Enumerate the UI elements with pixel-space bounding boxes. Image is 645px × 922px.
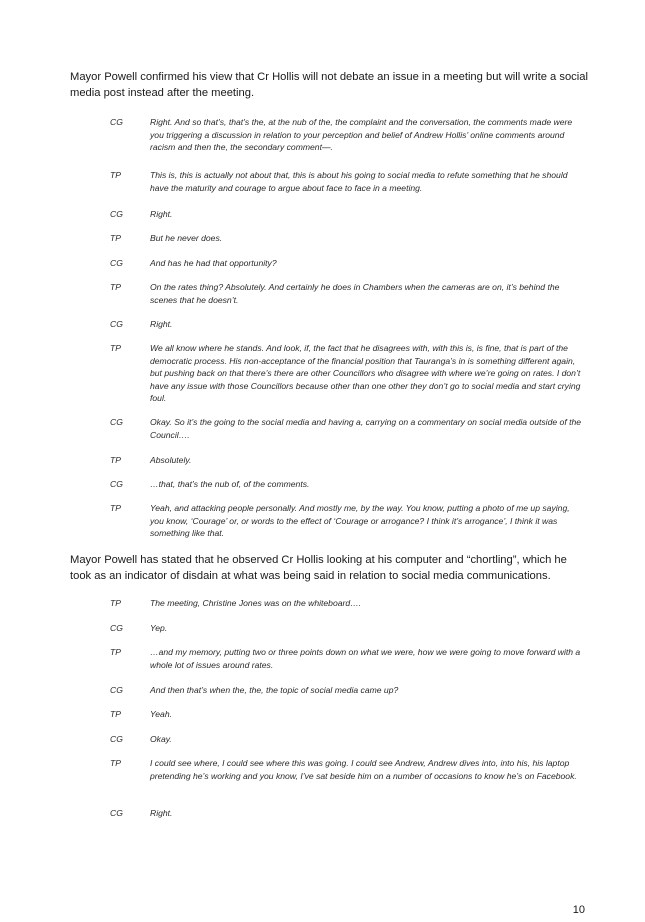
transcript-entry [110,232,585,245]
utterance: Yeah. [150,709,172,719]
utterance: Okay. So it’s the going to the social media and having a, carrying on a commentary on social media outside of the Council…. [150,417,582,440]
speaker-label: TP [110,343,121,353]
utterance: We all know where he stands. And look, if, the fact that he disagrees with, with this is, is fine, that is part of the democratic process. His non-acceptance of the financial position that Tauranga’s in is something different again, but pushing back on that there’s there are other Councillors who disagree with where we’re going on rates. I don’t have any issue with those Councillors because other than one other they don’t go to social media and start crying foul. [150,343,581,404]
utterance: This is, this is actually not about that, this is about his going to social media to refute something that he should have the maturity and courage to argue about face to face in a meeting. [150,170,568,193]
speaker-label: CG [110,209,123,219]
utterance: Absolutely. [150,455,192,465]
speaker-label: TP [110,758,121,768]
transcript-entry [110,646,585,671]
speaker-label: CG [110,417,123,427]
transcript-entry [110,257,585,270]
transcript-entry [110,318,585,331]
transcript-entry [110,733,585,746]
utterance: Right. [150,808,173,818]
speaker-label: TP [110,503,121,513]
utterance: But he never does. [150,233,223,243]
utterance: Right. And so that’s, that’s the, at the nub of the, the complaint and the conversation, the comments made were you triggering a discussion in relation to your perception and belief of Andrew Hollis’ online comments around racism and then the, the secondary comment—. [150,117,573,153]
speaker-label: CG [110,808,123,818]
utterance: Okay. [150,734,172,744]
utterance: Yep. [150,623,168,633]
transcript-entry [110,116,585,154]
utterance: On the rates thing? Absolutely. And certainly he does in Chambers when the cameras are on, it’s behind the scenes that he doesn’t. [150,282,560,305]
page-number: 10 [572,904,585,916]
transcript-entry [110,478,585,491]
transcript-entry [110,169,585,194]
speaker-label: CG [110,685,123,695]
speaker-label: TP [110,598,121,608]
utterance: Right. [150,319,173,329]
speaker-label: CG [110,117,123,127]
transcript-entry [110,597,585,610]
utterance: The meeting, Christine Jones was on the whiteboard…. [150,598,362,608]
transcript-entry [110,416,585,441]
transcript-entry [110,502,585,540]
speaker-label: CG [110,734,123,744]
utterance: I could see where, I could see where this was going. I could see Andrew, Andrew dives into, into his, his laptop pretending he’s working and you know, I’ve sat beside him on a number of occasions to know he’s on Facebook. [150,758,577,781]
speaker-label: TP [110,282,121,292]
observation-paragraph: Mayor Powell has stated that he observed Cr Hollis looking at his computer and “chortling”, which he took as an indicator of disdain at what was being said in relation to social media communications. [70,554,567,582]
utterance: And has he had that opportunity? [150,258,277,268]
transcript-entry [110,708,585,721]
utterance: Yeah, and attacking people personally. And mostly me, by the way. You know, putting a photo of me up saying, you know, ‘Courage’ or, or words to the effect of ‘Courage or arrogance? I think it’s arrogance’, I think it was something like that. [150,503,570,539]
transcript-entry [110,208,585,221]
utterance: Right. [150,209,173,219]
speaker-label: CG [110,479,123,489]
speaker-label: TP [110,647,121,657]
transcript-entry [110,757,585,782]
speaker-label: CG [110,258,123,268]
utterance: …and my memory, putting two or three points down on what we were, how we were going to move forward with a whole lot of issues around rates. [150,647,581,670]
speaker-label: TP [110,233,121,243]
speaker-label: TP [110,455,121,465]
transcript-entry [110,281,585,306]
utterance: And then that’s when the, the, the topic of social media came up? [150,685,399,695]
transcript-entry [110,684,585,697]
intro-paragraph: Mayor Powell confirmed his view that Cr Hollis will not debate an issue in a meeting but will write a social media post instead after the meeting. [70,71,588,99]
speaker-label: TP [110,170,121,180]
transcript-entry [110,342,585,405]
speaker-label: TP [110,709,121,719]
utterance: …that, that’s the nub of, of the comments. [150,479,310,489]
transcript-entry [110,807,585,820]
transcript-entry [110,454,585,467]
transcript-entry [110,622,585,635]
speaker-label: CG [110,623,123,633]
speaker-label: CG [110,319,123,329]
